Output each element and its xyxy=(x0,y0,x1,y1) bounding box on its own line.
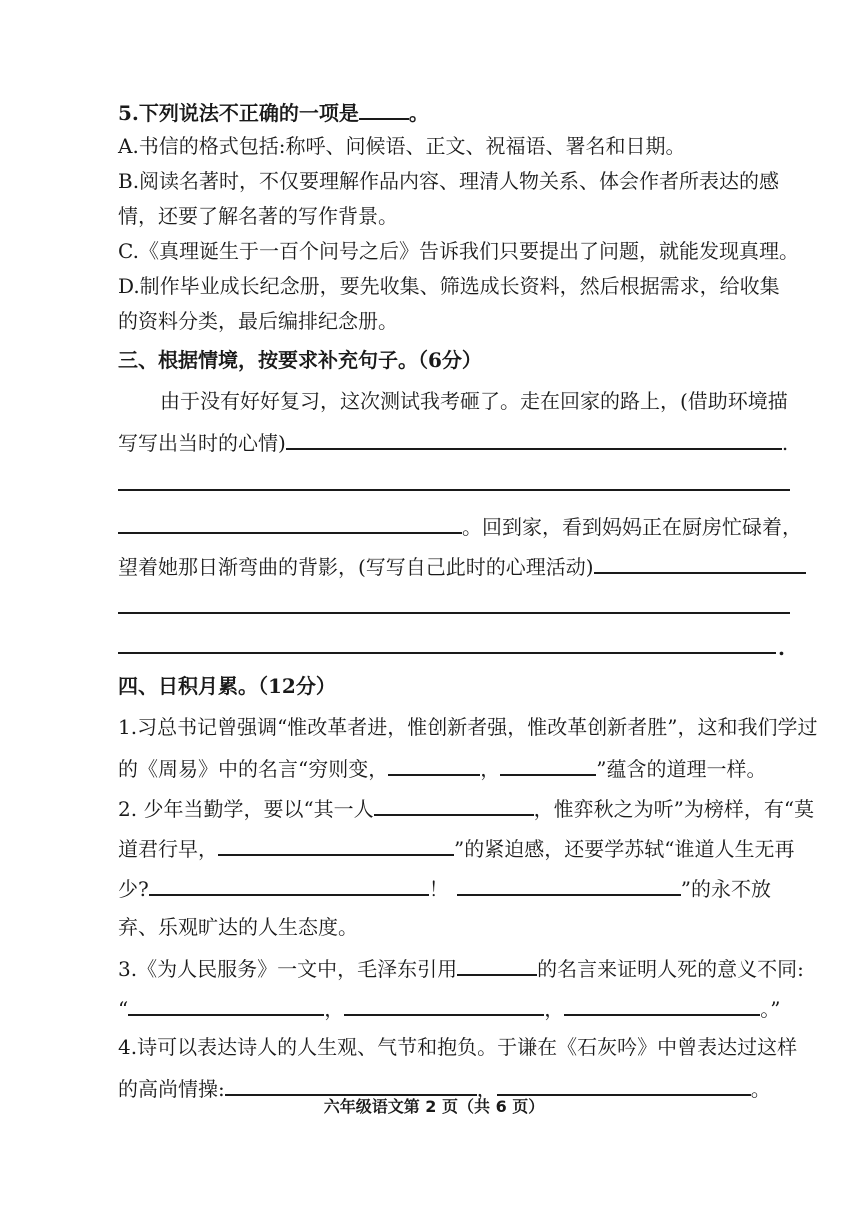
section3-blank-4[interactable] xyxy=(594,550,806,574)
s4-q2-blank-1[interactable] xyxy=(374,792,534,816)
s4-q2-text-a: 2. 少年当勤学，要以“其一人 xyxy=(118,797,374,821)
s4-q2-blank-3[interactable] xyxy=(149,872,429,896)
s4-q1-blank-1[interactable] xyxy=(388,752,480,776)
section3-line3: 。回到家，看到妈妈正在厨房忙碌着， xyxy=(462,515,802,539)
q5-option-b-line2: 情，还要了解名著的写作背景。 xyxy=(118,204,398,228)
s4-q2-text-f: ！ xyxy=(428,877,449,901)
q5-option-b-line1: B.阅读名著时，不仅要理解作品内容、理清人物关系、体会作者所表达的感 xyxy=(118,169,780,193)
s4-q3-sep2: ， xyxy=(544,997,565,1021)
s4-q3-close: 。” xyxy=(760,997,781,1021)
page-footer: 六年级语文第 2 页（共 6 页） xyxy=(323,1097,545,1116)
q5-option-d-line1: D.制作毕业成长纪念册，要先收集、筛选成长资料，然后根据需求，给收集 xyxy=(118,274,780,298)
s4-q2-blank-4[interactable] xyxy=(457,872,681,896)
s4-q4-sep: ， xyxy=(476,1077,497,1101)
q5-option-a: A.书信的格式包括:称呼、问候语、正文、祝福语、署名和日期。 xyxy=(118,134,686,158)
section3-line2-row: 写写出当时的心情) . xyxy=(118,426,798,458)
s4-q3-line2 xyxy=(118,992,798,1024)
s4-q1-line2 xyxy=(118,752,798,784)
s4-q1-sep: ， xyxy=(480,757,501,781)
section3-blank-1[interactable] xyxy=(286,426,782,450)
s4-q2-line3 xyxy=(118,872,798,904)
s4-q3-blank-1[interactable] xyxy=(457,952,537,976)
q5-stem-line: 5.下列说法不正确的一项是 。 xyxy=(118,96,798,128)
q5-answer-blank[interactable] xyxy=(359,96,409,120)
s4-q2-text-g: ”的永不放 xyxy=(680,877,771,901)
section3-line4-row xyxy=(118,550,798,582)
section3-blank-6[interactable] xyxy=(118,652,776,654)
s4-q3-sep1: ， xyxy=(324,997,345,1021)
s4-q2-blank-2[interactable] xyxy=(218,832,454,856)
s4-q2-text-b: ，惟弈秋之为听”为榜样，有“莫 xyxy=(533,797,815,821)
s4-q2-text-c: 道君行早， xyxy=(118,837,218,861)
section3-line1: 由于没有好好复习，这次测试我考砸了。走在回家的路上，(借助环境描 xyxy=(160,389,788,413)
s4-q2-line4: 弃、乐观旷达的人生态度。 xyxy=(118,915,358,939)
q5-option-c: C.《真理诞生于一百个问号之后》告诉我们只要提出了问题，就能发现真理。 xyxy=(118,239,799,263)
s4-q4-line1: 4.诗可以表达诗人的人生观、气节和抱负。于谦在《石灰吟》中曾表达过这样 xyxy=(118,1035,798,1059)
section3-line2: 写写出当时的心情) xyxy=(118,431,286,455)
section3-line4: 望着她那日渐弯曲的背影，(写写自己此时的心理活动) xyxy=(118,555,594,579)
s4-q4-text-a: 的高尚情操: xyxy=(118,1077,225,1101)
s4-q2-line1 xyxy=(118,792,815,824)
section3-blank-5[interactable] xyxy=(118,612,790,614)
q5-option-d-line2: 的资料分类，最后编排纪念册。 xyxy=(118,309,398,333)
s4-q4-blank-2[interactable] xyxy=(497,1072,751,1096)
s4-q2-text-e: 少? xyxy=(118,877,149,901)
section3-blank-2[interactable] xyxy=(118,489,790,491)
section3-heading: 三、根据情境，按要求补充句子。（6分） xyxy=(118,348,482,372)
section3-end-period: . xyxy=(778,636,785,660)
s4-q3-blank-2[interactable] xyxy=(128,992,324,1016)
s4-q1-line1: 1.习总书记曾强调“惟改革者进，惟创新者强，惟改革创新者胜”，这和我们学过 xyxy=(118,715,818,739)
s4-q3-open-quote: “ xyxy=(118,997,129,1021)
s4-q3-blank-4[interactable] xyxy=(564,992,760,1016)
s4-q3-text-a: 3.《为人民服务》一文中，毛泽东引用 xyxy=(118,957,458,981)
s4-q4-end: 。 xyxy=(750,1077,771,1101)
s4-q3-line1 xyxy=(118,952,804,984)
s4-q1-text-c: ”蕴含的道理一样。 xyxy=(596,757,767,781)
section3-line3-row xyxy=(118,510,802,542)
s4-q3-blank-3[interactable] xyxy=(344,992,544,1016)
section3-blank-3[interactable] xyxy=(118,510,462,534)
s4-q2-text-d: ”的紧迫感，还要学苏轼“谁道人生无再 xyxy=(454,837,795,861)
s4-q4-blank-1[interactable] xyxy=(225,1072,477,1096)
q5-stem: 5.下列说法不正确的一项是 xyxy=(118,101,359,125)
section4-heading: 四、日积月累。（12分） xyxy=(118,674,336,698)
s4-q3-text-b: 的名言来证明人死的意义不同: xyxy=(537,957,804,981)
s4-q1-text-a: 的《周易》中的名言“穷则变， xyxy=(118,757,389,781)
s4-q1-blank-2[interactable] xyxy=(500,752,596,776)
s4-q2-line2 xyxy=(118,832,798,864)
